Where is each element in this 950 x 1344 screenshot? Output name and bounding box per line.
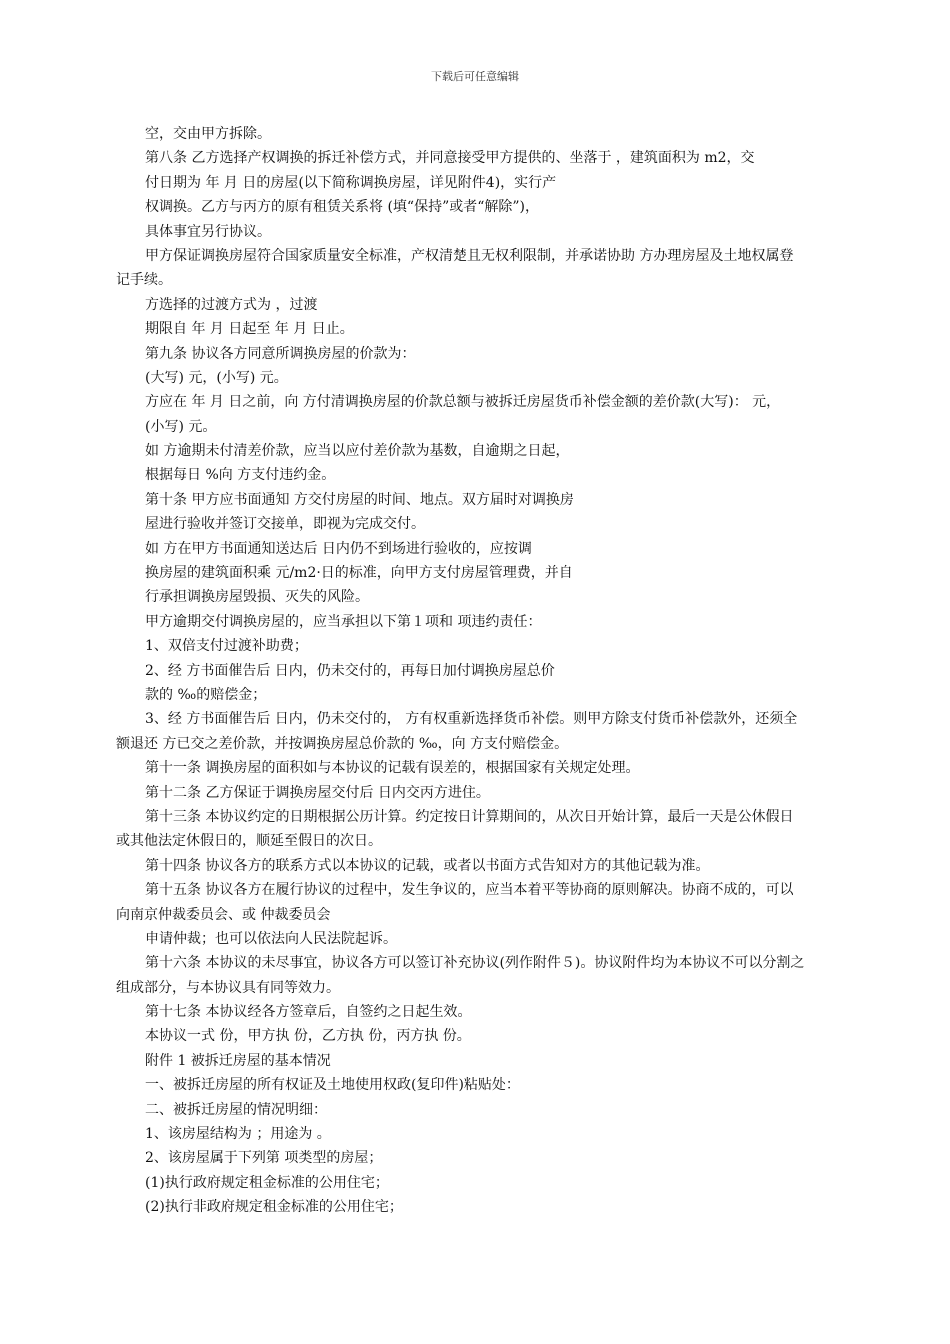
paragraph-line: 屋进行验收并签订交接单，即视为完成交付。 bbox=[145, 516, 425, 533]
paragraph-line: 权调换。乙方与丙方的原有租赁关系将 (填“保持”或者“解除”)， bbox=[145, 199, 540, 216]
paragraph-line: 或其他法定休假日的，顺延至假日的次日。 bbox=[116, 833, 382, 850]
paragraph-line: 款的 ‰的赔偿金； bbox=[145, 686, 267, 703]
paragraph-line: 第九条 协议各方同意所调换房屋的价款为： bbox=[145, 345, 416, 362]
paragraph-line: 付日期为 年 月 日的房屋(以下简称调换房屋，详见附件4)，实行产 bbox=[145, 174, 557, 191]
page-header: 下载后可任意编辑 bbox=[431, 70, 519, 83]
paragraph-line: 方选择的过渡方式为 ，过渡 bbox=[145, 296, 318, 313]
paragraph-line: 第十五条 协议各方在履行协议的过程中，发生争议的，应当本着平等协商的原则解决。协商不成的，可以 bbox=[145, 882, 794, 899]
paragraph-line: 1、该房屋结构为 ；用途为 。 bbox=[145, 1126, 331, 1143]
paragraph-line: 空，交由甲方拆除。 bbox=[145, 126, 271, 142]
paragraph-line: 第十一条 调换房屋的面积如与本协议的记载有误差的，根据国家有关规定处理。 bbox=[145, 760, 640, 777]
paragraph-line: 2、该房屋属于下列第 项类型的房屋； bbox=[145, 1150, 383, 1167]
paragraph-line: 第十七条 本协议经各方签章后，自签约之日起生效。 bbox=[145, 1004, 472, 1021]
paragraph-line: 甲方保证调换房屋符合国家质量安全标准，产权清楚且无权利限制，并承诺协助 方办理房屋及土地权属登 bbox=[145, 247, 794, 264]
paragraph-line: 具体事宜另行协议。 bbox=[145, 223, 271, 240]
paragraph-line: 如 方在甲方书面通知送达后 日内仍不到场进行验收的，应按调 bbox=[145, 540, 532, 557]
paragraph-line: 第十四条 协议各方的联系方式以本协议的记载，或者以书面方式告知对方的其他记载为准。 bbox=[145, 857, 710, 874]
paragraph-line: 2、经 方书面催告后 日内，仍未交付的，再每日加付调换房屋总价 bbox=[145, 662, 555, 679]
document-body bbox=[116, 122, 864, 1220]
paragraph-line: 3、经 方书面催告后 日内，仍未交付的， 方有权重新选择货币补偿。则甲方除支付货币补偿款外，还须全 bbox=[145, 711, 798, 728]
paragraph-line: 如 方逾期未付清差价款，应当以应付差价款为基数，自逾期之日起， bbox=[145, 443, 570, 460]
paragraph-line: 1、双倍支付过渡补助费； bbox=[145, 638, 308, 655]
paragraph-line: 记手续。 bbox=[116, 272, 172, 289]
paragraph-line: (小写) 元。 bbox=[145, 418, 217, 435]
paragraph-line: 第十二条 乙方保证于调换房屋交付后 日内交丙方进住。 bbox=[145, 784, 490, 801]
paragraph-line: 组成部分，与本协议具有同等效力。 bbox=[116, 979, 340, 996]
paragraph-line: 根据每日 %向 方支付违约金。 bbox=[145, 467, 336, 484]
paragraph-line: 第十条 甲方应书面通知 方交付房屋的时间、地点。双方届时对调换房 bbox=[145, 491, 574, 508]
paragraph-line: 行承担调换房屋毁损、灭失的风险。 bbox=[145, 589, 369, 606]
paragraph-line: (大写) 元，(小写) 元。 bbox=[145, 369, 288, 386]
paragraph-line: 二、被拆迁房屋的情况明细： bbox=[145, 1101, 327, 1118]
paragraph-line: 向南京仲裁委员会、或 仲裁委员会 bbox=[116, 906, 331, 923]
paragraph-line: 一、被拆迁房屋的所有权证及土地使用权政(复印件)粘贴处： bbox=[145, 1077, 520, 1094]
paragraph-line: 申请仲裁；也可以依法向人民法院起诉。 bbox=[145, 930, 397, 947]
paragraph-line: (1)执行政府规定租金标准的公用住宅； bbox=[145, 1174, 389, 1191]
paragraph-line: 本协议一式 份，甲方执 份，乙方执 份，丙方执 份。 bbox=[145, 1028, 471, 1045]
paragraph-line: 换房屋的建筑面积乘 元/m2·日的标准，向甲方支付房屋管理费，并自 bbox=[145, 565, 573, 582]
paragraph-line: 方应在 年 月 日之前，向 方付清调换房屋的价款总额与被拆迁房屋货币补偿金额的差价款(大写)： 元， bbox=[145, 394, 781, 411]
paragraph-line: 附件 1 被拆迁房屋的基本情况 bbox=[145, 1052, 331, 1069]
paragraph-line: 第八条 乙方选择产权调换的拆迁补偿方式，并同意接受甲方提供的、坐落于 ，建筑面积为 m2，交 bbox=[145, 150, 755, 167]
paragraph-line: 期限自 年 月 日起至 年 月 日止。 bbox=[145, 321, 354, 338]
paragraph-line: 额退还 方已交之差价款，并按调换房屋总价款的 ‰，向 方支付赔偿金。 bbox=[116, 735, 569, 752]
paragraph-line: (2)执行非政府规定租金标准的公用住宅； bbox=[145, 1199, 403, 1216]
paragraph-line: 甲方逾期交付调换房屋的，应当承担以下第１项和 项违约责任： bbox=[145, 613, 542, 630]
paragraph-line: 第十三条 本协议约定的日期根据公历计算。约定按日计算期间的，从次日开始计算，最后一天是公休假日 bbox=[145, 808, 794, 825]
paragraph-line: 第十六条 本协议的未尽事宜，协议各方可以签订补充协议(列作附件５)。协议附件均为本协议不可以分割之 bbox=[145, 955, 805, 972]
